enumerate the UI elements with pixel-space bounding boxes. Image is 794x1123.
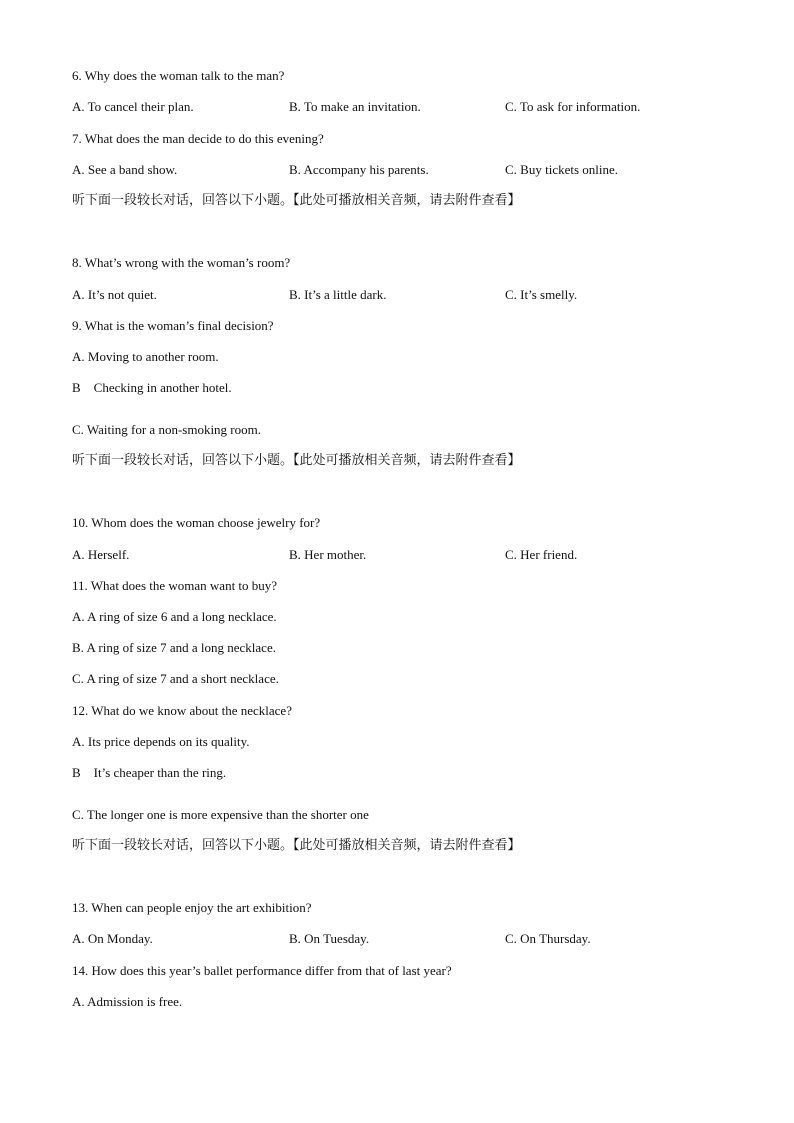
q8-option-a: A. It’s not quiet. — [72, 287, 157, 302]
q13-option-b: B. On Tuesday. — [289, 931, 370, 946]
section-instruction: 听下面一段较长对话，回答以下小题。【此处可播放相关音频，请去附件查看】 — [72, 193, 521, 208]
q12-option-b: B It’s cheaper than the ring. — [72, 765, 227, 780]
q6-option-a: A. To cancel their plan. — [72, 99, 194, 114]
q7-option-b: B. Accompany his parents. — [289, 162, 429, 177]
question-14: 14. How does this year’s ballet performance differ from that of last year? — [72, 963, 452, 978]
q13-option-a: A. On Monday. — [72, 931, 153, 946]
q9-option-c: C. Waiting for a non-smoking room. — [72, 422, 262, 437]
q14-option-a: A. Admission is free. — [72, 994, 183, 1009]
question-9: 9. What is the woman’s final decision? — [72, 318, 274, 333]
q13-option-c: C. On Thursday. — [505, 931, 591, 946]
question-12: 12. What do we know about the necklace? — [72, 703, 292, 718]
q10-option-a: A. Herself. — [72, 547, 130, 562]
q10-option-c: C. Her friend. — [505, 547, 578, 562]
question-6: 6. Why does the woman talk to the man? — [72, 68, 285, 83]
q10-option-b: B. Her mother. — [289, 547, 367, 562]
section-instruction: 听下面一段较长对话，回答以下小题。【此处可播放相关音频，请去附件查看】 — [72, 453, 521, 468]
q12-option-c: C. The longer one is more expensive than the shorter one — [72, 807, 369, 822]
q11-option-a: A. A ring of size 6 and a long necklace. — [72, 609, 277, 624]
q11-option-c: C. A ring of size 7 and a short necklace. — [72, 671, 279, 686]
q9-option-b: B Checking in another hotel. — [72, 380, 232, 395]
section-instruction: 听下面一段较长对话，回答以下小题。【此处可播放相关音频，请去附件查看】 — [72, 838, 521, 853]
q11-option-b: B. A ring of size 7 and a long necklace. — [72, 640, 276, 655]
question-11: 11. What does the woman want to buy? — [72, 578, 278, 593]
q12-option-a: A. Its price depends on its quality. — [72, 734, 250, 749]
q7-option-a: A. See a band show. — [72, 162, 178, 177]
question-8: 8. What’s wrong with the woman’s room? — [72, 255, 291, 270]
question-10: 10. Whom does the woman choose jewelry for? — [72, 515, 321, 530]
question-13: 13. When can people enjoy the art exhibition? — [72, 900, 312, 915]
q9-option-a: A. Moving to another room. — [72, 349, 219, 364]
q8-option-c: C. It’s smelly. — [505, 287, 578, 302]
q6-option-c: C. To ask for information. — [505, 99, 641, 114]
question-7: 7. What does the man decide to do this evening? — [72, 131, 324, 146]
q6-option-b: B. To make an invitation. — [289, 99, 421, 114]
q7-option-c: C. Buy tickets online. — [505, 162, 619, 177]
q8-option-b: B. It’s a little dark. — [289, 287, 387, 302]
